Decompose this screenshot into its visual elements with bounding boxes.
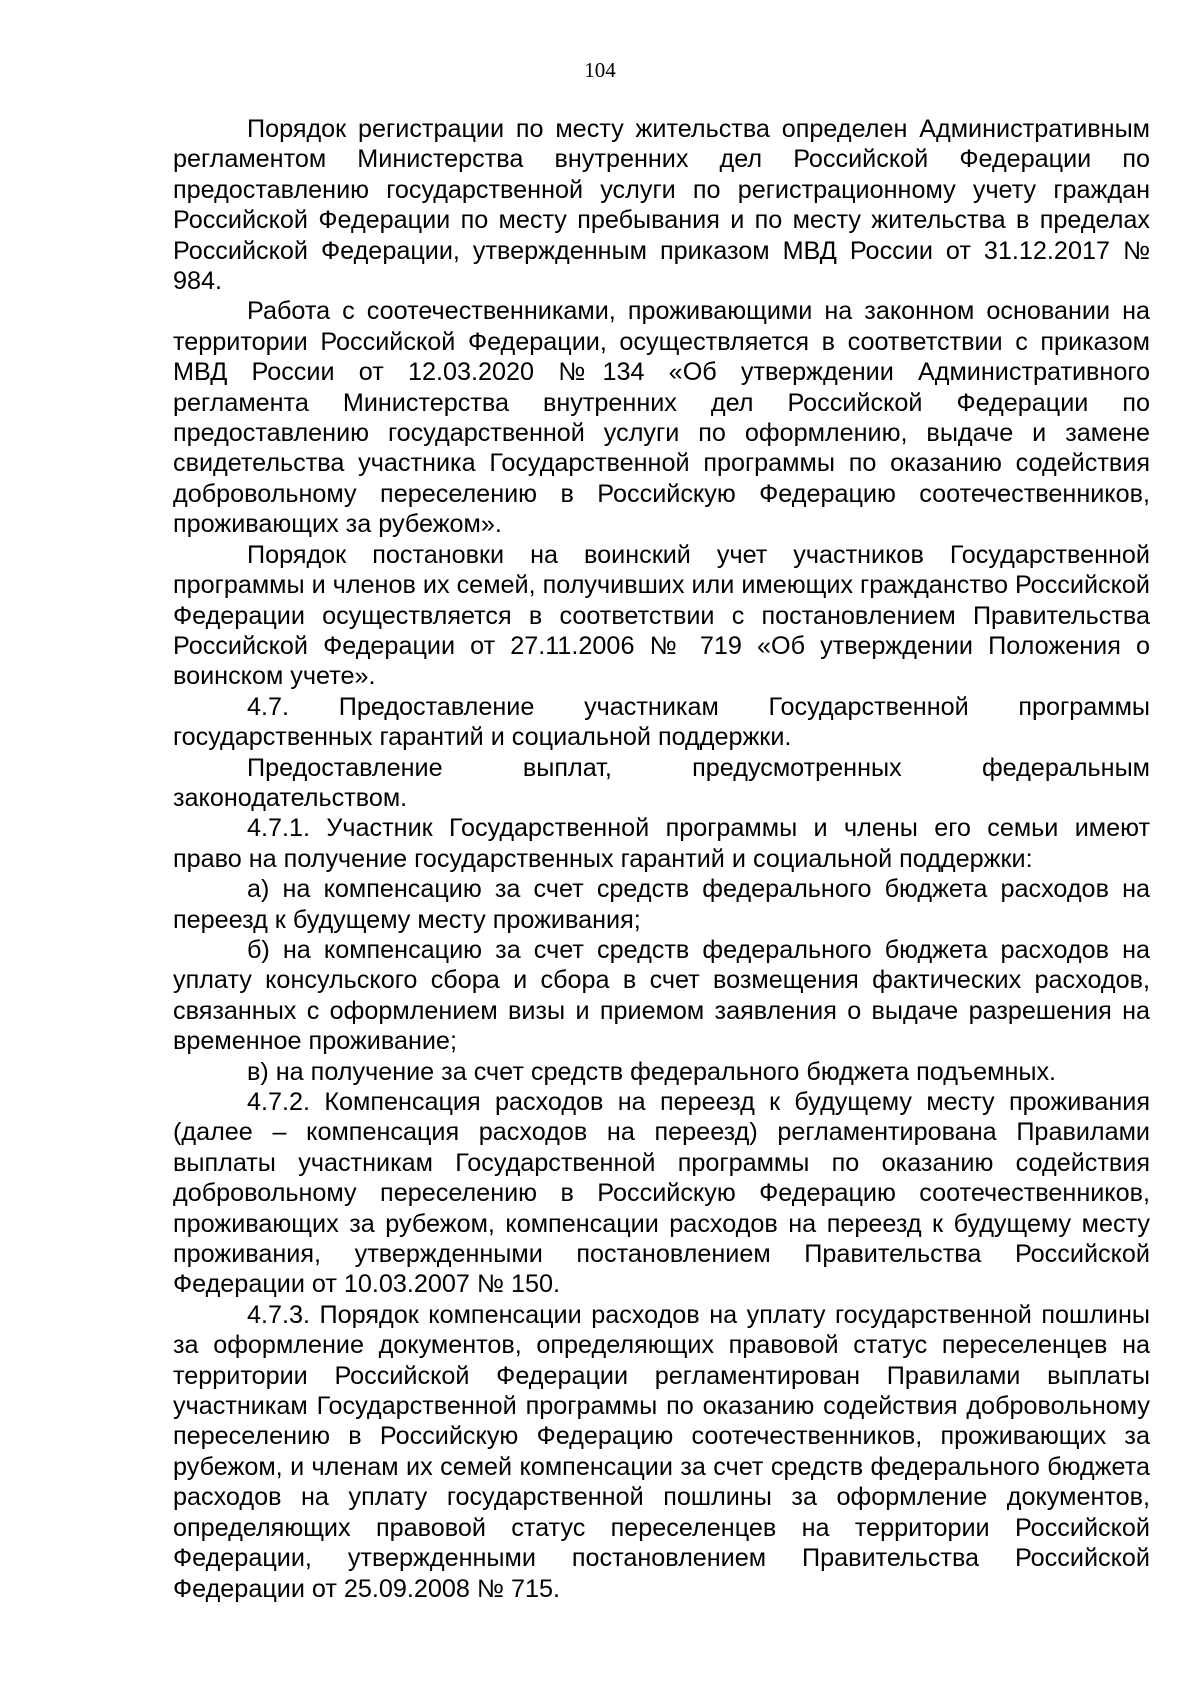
page-number: 104 <box>584 58 616 82</box>
paragraph-registration: Порядок регистрации по месту жительства определен Административным регламентом Министерства внутренних дел Российской Федерации по предоставлению государственной услуги по регистрационному учету граждан Российской Федерации по месту пребывания и по месту жительства в пределах Российской Федерации, утвержденным приказом МВД России от 31.12.2017 № 984. <box>173 115 1150 296</box>
clause-4-7-3: 4.7.3. Порядок компенсации расходов на уплату государственной пошлины за оформление документов, определяющих правовой статус переселенцев на территории Российской Федерации регламентирован Правилами выплаты участникам Государственной программы по оказанию содействия добровольному переселению в Российскую Федерацию соотечественников, проживающих за рубежом, и членам их семей компенсации за счет средств федерального бюджета расходов на уплату государственной пошлины за оформление документов, определяющих правовой статус переселенцев на территории Российской Федерации, утвержденными постановлением Правительства Российской Федерации от 25.09.2008 № 715. <box>173 1300 1150 1603</box>
list-item-v: в) на получение за счет средств федерального бюджета подъемных. <box>247 1057 1057 1086</box>
paragraph-military-registration: Порядок постановки на воинский учет участников Государственной программы и членов их семей, получивших или имеющих гражданство Российской Федерации осуществляется в соответствии с постановлением Правительства Российской Федерации от 27.11.2006 № 719 «Об утверждении Положения о воинском учете». <box>173 540 1150 691</box>
list-item-b: б) на компенсацию за счет средств федерального бюджета расходов на уплату консульского сбора и сбора в счет возмещения фактических расходов, связанных с оформлением визы и приемом заявления о выдаче разрешения на временное проживание; <box>173 935 1150 1056</box>
clause-4-7-2: 4.7.2. Компенсация расходов на переезд к будущему месту проживания (далее – компенсация расходов на переезд) регламентирована Правилами выплаты участникам Государственной программы по оказанию содействия добровольному переселению в Российскую Федерацию соотечественников, проживающих за рубежом, компенсации расходов на переезд к будущему месту проживания, утвержденными постановлением Правительства Российской Федерации от 10.03.2007 № 150. <box>173 1088 1150 1299</box>
list-item-a: а) на компенсацию за счет средств федерального бюджета расходов на переезд к будущему месту проживания; <box>173 875 1150 934</box>
paragraph-compatriots: Работа с соотечественниками, проживающими на законном основании на территории Российской Федерации, осуществляется в соответствии с приказом МВД России от 12.03.2020 №134 «Об утверждении Административного регламента Министерства внутренних дел Российской Федерации по предоставлению государственной услуги по оформлению, выдаче и замене свидетельства участника Государственной программы по оказанию содействия добровольному переселению в Российскую Федерацию соотечественников, проживающих за рубежом». <box>173 297 1150 539</box>
paragraph-payments: Предоставление выплат, предусмотренных федеральным законодательством. <box>173 753 1150 812</box>
document-body <box>173 114 1150 1604</box>
section-heading-4-7: 4.7. Предоставление участникам Государственной программы государственных гарантий и социальной поддержки. <box>173 692 1150 752</box>
clause-4-7-1: 4.7.1. Участник Государственной программы и члены его семьи имеют право на получение государственных гарантий и социальной поддержки: <box>173 814 1150 873</box>
